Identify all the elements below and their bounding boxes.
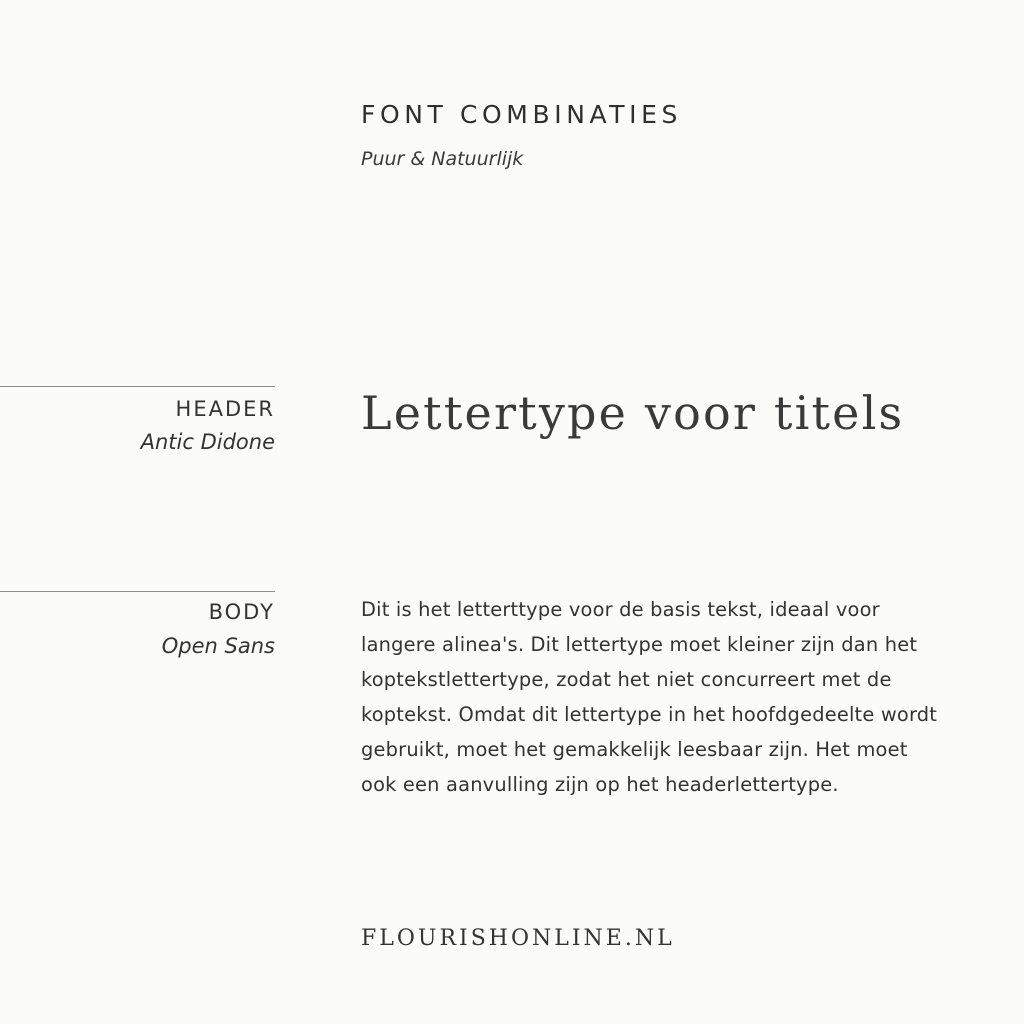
header-divider [0, 386, 275, 387]
body-label: BODY [208, 600, 275, 624]
header-font-name: Antic Didone [140, 430, 275, 454]
body-divider [0, 591, 275, 592]
page-subtitle: Puur & Natuurlijk [361, 148, 524, 170]
body-font-sample: Dit is het letterttype voor de basis tekst, ideaal voor langere alinea's. Dit lettertype moet kleiner zijn dan het koptekstlettertype, zodat het niet concurreert met de koptekst. Omdat dit lettertype in het hoofdgedeelte wordt gebruikt, moet het gemakkelijk leesbaar zijn. Het moet ook een aanvulling zijn op het headerlettertype. [361, 598, 938, 796]
page-title: FONT COMBINATIES [361, 100, 682, 129]
website-footer: FLOURISHONLINE.NL [361, 926, 675, 951]
body-font-name: Open Sans [161, 634, 275, 658]
header-label: HEADER [175, 397, 275, 421]
header-font-sample: Lettertype voor titels [361, 386, 905, 440]
